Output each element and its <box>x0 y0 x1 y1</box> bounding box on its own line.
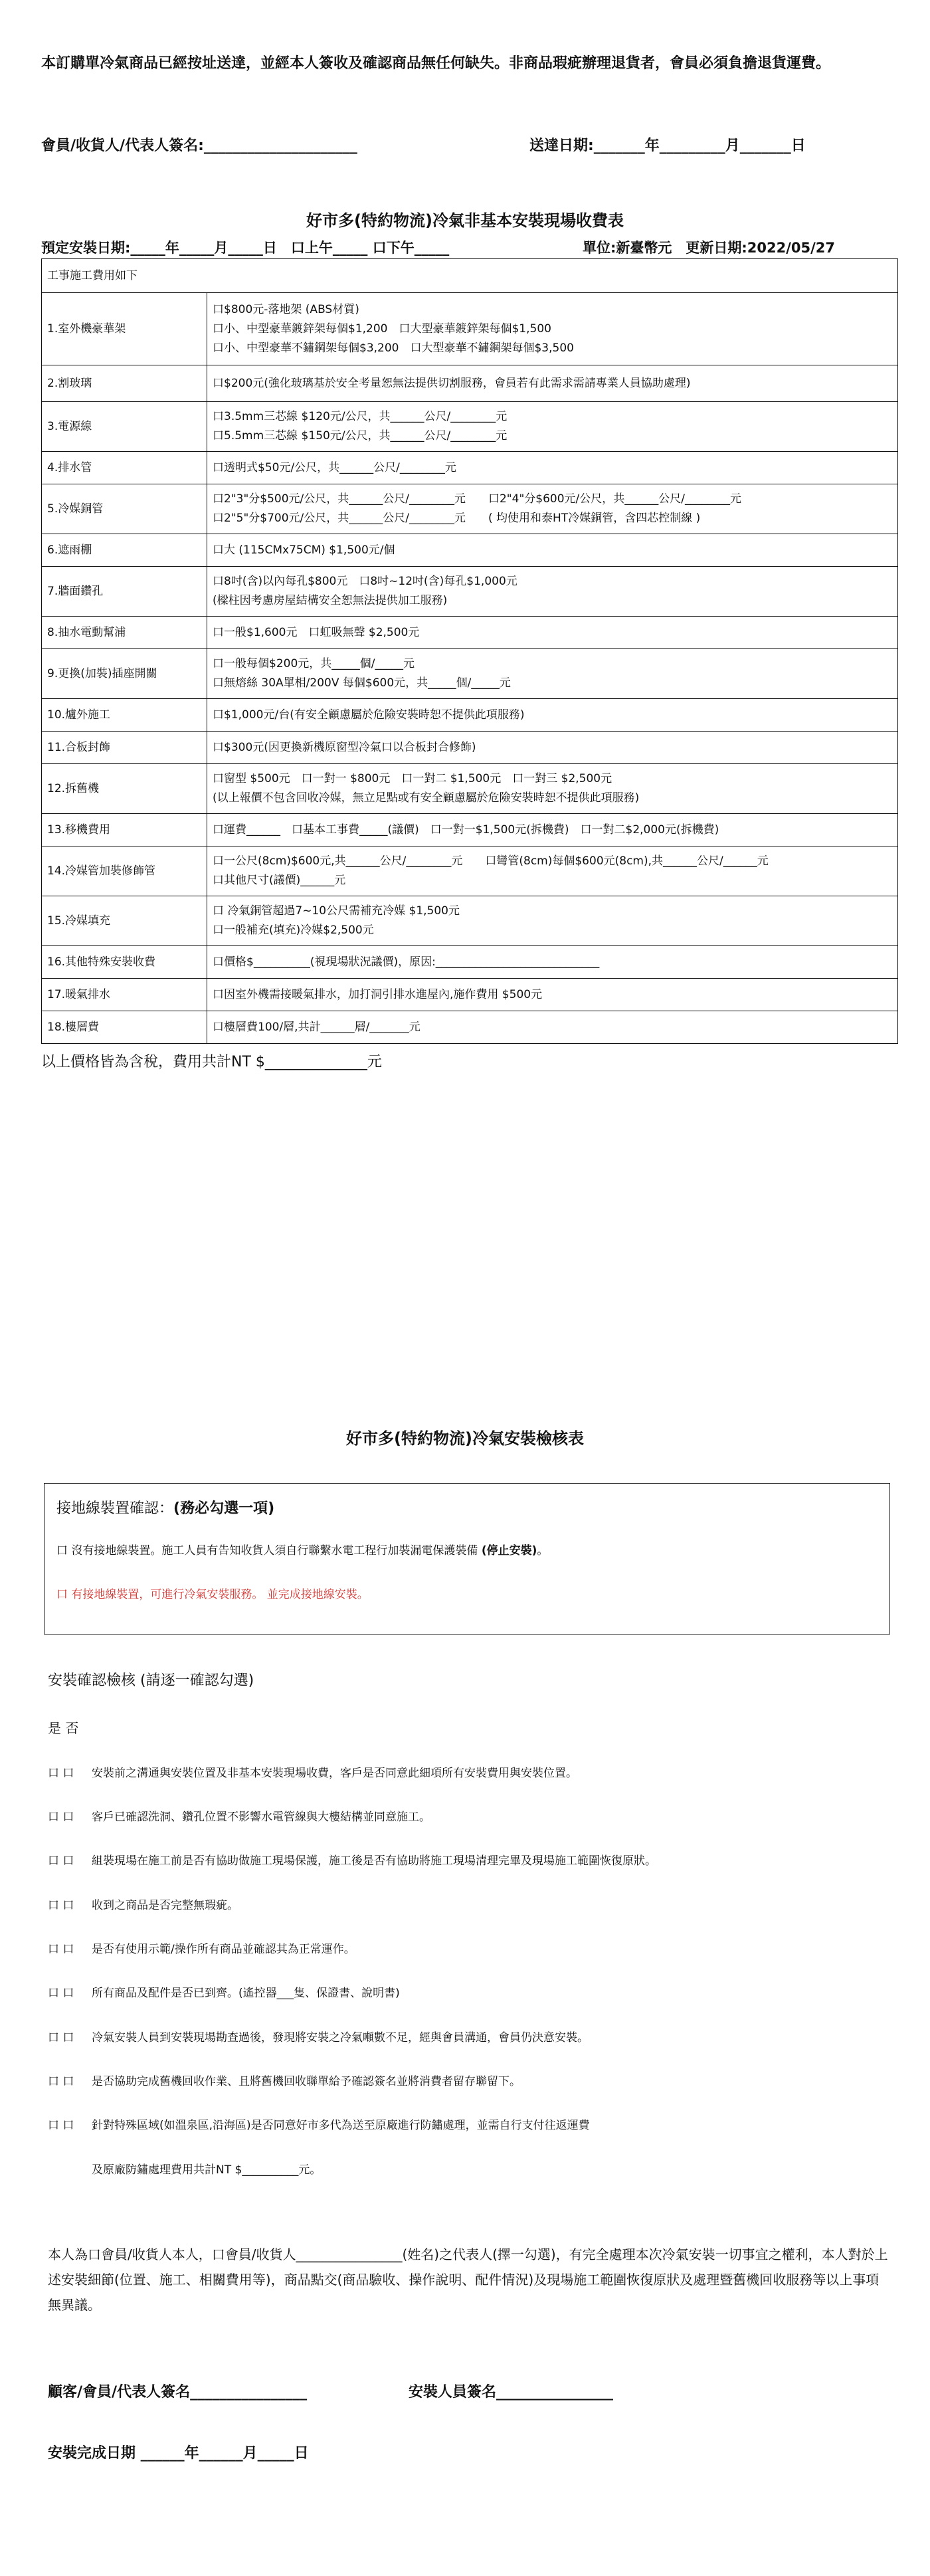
yes-no-header: 是 否 <box>48 1720 79 1736</box>
fee-item-detail <box>207 699 898 732</box>
fee-row <box>42 946 898 979</box>
checklist-item <box>48 1896 238 1912</box>
checklist-title: 安裝確認檢核 (請逐一確認勾選) <box>48 1672 254 1689</box>
yes-no-checkboxes[interactable]: 口 口 <box>48 2075 74 2088</box>
fee-row <box>42 617 898 649</box>
checklist-item <box>48 1851 656 1868</box>
fee-item-detail <box>207 764 898 814</box>
checklist-item-text: 針對特殊區域(如溫泉區,沿海區)是否同意好市多代為送至原廠進行防鏽處理，並需自行支付往返運費 <box>92 2119 590 2132</box>
ground-option-none-label: 口 沒有接地線裝置。施工人員有告知收貨人須自行聯繫水電工程行加裝漏電保護裝備 <box>56 1544 482 1557</box>
fee-option-line[interactable]: 口小、中型豪華不鏽鋼架每個$3,200 口大型豪華不鏽鋼架每個$3,500 <box>213 341 574 355</box>
fee-item-detail <box>207 484 898 534</box>
fee-option-line[interactable]: 口一般每個$200元，共_____個/_____元 <box>213 657 415 670</box>
checklist-item <box>48 1983 400 2000</box>
fee-row <box>42 846 898 896</box>
fee-option-line[interactable]: 口一般補充(填充)冷媒$2,500元 <box>213 924 374 937</box>
fee-item-name: 7.牆面鑽孔 <box>42 567 207 617</box>
checklist-item-text: 組裝現場在施工前是否有協助做施工現場保護，施工後是否有協助將施工現場清理完畢及現場施工範圍恢復原狀。 <box>92 1854 656 1868</box>
fee-item-name: 17.暖氣排水 <box>42 979 207 1011</box>
fee-table <box>41 258 898 1044</box>
fee-row <box>42 896 898 946</box>
ground-wire-title <box>56 1497 274 1518</box>
fee-item-name: 2.割玻璃 <box>42 365 207 402</box>
fee-option-line[interactable]: 口$300元(因更換新機原窗型冷氣口以合板封合修飾) <box>213 740 476 754</box>
fee-row <box>42 567 898 617</box>
fee-row <box>42 699 898 732</box>
fee-option-line[interactable]: 口8吋(含)以內每孔$800元 口8吋~12吋(含)每孔$1,000元 <box>213 575 517 588</box>
fee-item-name: 15.冷媒填充 <box>42 896 207 946</box>
yes-no-checkboxes[interactable]: 口 口 <box>48 1943 74 1956</box>
yes-no-checkboxes[interactable]: 口 口 <box>48 1854 74 1868</box>
fee-option-line[interactable]: 口5.5mm三芯線 $150元/公尺，共______公尺/________元 <box>213 429 508 443</box>
install-complete-date-field[interactable]: 安裝完成日期 ______年______月_____日 <box>48 2445 309 2462</box>
fee-item-detail <box>207 534 898 567</box>
fee-option-line[interactable]: 口價格$__________(視現場狀況議價)，原因:_____________________________ <box>213 955 600 969</box>
fee-option-line[interactable]: 口窗型 $500元 口一對一 $800元 口一對二 $1,500元 口一對三 $2,500元 <box>213 772 612 785</box>
fee-option-line[interactable]: 口大 (115CMx75CM) $1,500元/個 <box>213 543 395 557</box>
fee-row <box>42 293 898 365</box>
delivery-notice: 本訂購單冷氣商品已經按址送達，並經本人簽收及確認商品無任何缺失。非商品瑕疵辦理退貨者，會員必須負擔退貨運費。 <box>41 55 831 72</box>
fee-option-line[interactable]: 口運費______ 口基本工事費_____(議價) 口一對一$1,500元(拆機費) 口一對二$2,000元(拆機費) <box>213 823 719 837</box>
fee-item-detail <box>207 649 898 699</box>
fee-option-line[interactable]: 口2"3"分$500元/公尺，共______公尺/________元 口2"4"分$600元/公尺，共______公尺/________元 <box>213 492 741 506</box>
fee-row <box>42 365 898 402</box>
fee-row <box>42 484 898 534</box>
fee-table-title: 好市多(特約物流)冷氣非基本安裝現場收費表 <box>306 211 624 230</box>
fee-item-name: 13.移機費用 <box>42 814 207 846</box>
fee-option-line[interactable]: 口其他尺寸(議價)______元 <box>213 874 346 887</box>
ground-option-none[interactable] <box>56 1541 548 1557</box>
fee-item-detail <box>207 732 898 764</box>
fee-item-name: 3.電源線 <box>42 402 207 452</box>
fee-item-name: 14.冷媒管加裝修飾管 <box>42 846 207 896</box>
yes-no-checkboxes[interactable]: 口 口 <box>48 1811 74 1824</box>
checklist-item <box>48 2028 589 2044</box>
fee-item-detail <box>207 293 898 365</box>
fee-item-name: 1.室外機豪華架 <box>42 293 207 365</box>
yes-no-checkboxes[interactable]: 口 口 <box>48 2119 74 2132</box>
fee-item-name: 9.更換(加裝)插座開關 <box>42 649 207 699</box>
fee-table-subheader <box>41 237 905 257</box>
fee-item-detail <box>207 814 898 846</box>
fee-item-detail <box>207 896 898 946</box>
fee-item-detail <box>207 567 898 617</box>
checklist-item-continuation[interactable]: 及原廠防鏽處理費用共計NT $__________元。 <box>92 2163 322 2177</box>
checklist-item-text: 是否協助完成舊機回收作業、且將舊機回收聯單給予確認簽名並將消費者留存聯留下。 <box>92 2075 521 2088</box>
checklist-item <box>48 1763 577 1780</box>
fee-row <box>42 814 898 846</box>
fee-item-detail <box>207 365 898 402</box>
fee-row <box>42 649 898 699</box>
fee-item-name: 11.合板封飾 <box>42 732 207 764</box>
fee-option-line[interactable]: 口$200元(強化玻璃基於安全考量恕無法提供切割服務，會員若有此需求需請專業人員協助處理) <box>213 376 691 390</box>
check-form-title: 好市多(特約物流)冷氣安裝檢核表 <box>346 1429 584 1448</box>
ground-wire-title-label: 接地線裝置確認： <box>56 1500 174 1517</box>
fee-option-line[interactable]: 口一般$1,600元 口虹吸無聲 $2,500元 <box>213 625 420 639</box>
installer-signature-field[interactable]: 安裝人員簽名________________ <box>409 2384 614 2401</box>
checklist-item <box>48 2116 590 2132</box>
fee-option-line[interactable]: (以上報價不包含回收冷媒，無立足點或有安全顧慮屬於危險安裝時恕不提供此項服務) <box>213 791 640 805</box>
fee-item-detail <box>207 402 898 452</box>
fee-item-name: 6.遮雨棚 <box>42 534 207 567</box>
fee-item-name: 12.拆舊機 <box>42 764 207 814</box>
checklist-item <box>48 2072 521 2088</box>
checklist-item-text: 所有商品及配件是否已到齊。(遙控器___隻、保證書、說明書) <box>92 1987 400 2000</box>
checklist-item <box>48 1939 355 1956</box>
fee-option-line[interactable]: 口$800元-落地架 (ABS材質) <box>213 302 359 316</box>
fee-row <box>42 534 898 567</box>
fee-row <box>42 402 898 452</box>
checklist-item <box>48 1807 430 1824</box>
unit-updated-date: 單位:新臺幣元 更新日期:2022/05/27 <box>583 240 836 256</box>
fee-item-name: 8.抽水電動幫浦 <box>42 617 207 649</box>
yes-no-checkboxes[interactable]: 口 口 <box>48 1987 74 2000</box>
fee-option-line[interactable]: 口3.5mm三芯線 $120元/公尺，共______公尺/________元 <box>213 410 508 423</box>
fee-option-line[interactable]: 口因室外機需接暖氣排水，加打洞引排水進屋內,施作費用 $500元 <box>213 987 543 1001</box>
fee-table-header: 工事施工費用如下 <box>42 259 898 293</box>
fee-table-header-row <box>42 259 898 293</box>
fee-option-line[interactable]: 口小、中型豪華鍍鋅架每個$1,200 口大型豪華鍍鋅架每個$1,500 <box>213 322 551 336</box>
stop-install-note: (停止安裝) <box>481 1544 537 1557</box>
fee-option-line[interactable]: 口$1,000元/台(有安全顧慮屬於危險安裝時恕不提供此項服務) <box>213 708 525 722</box>
fee-item-detail <box>207 617 898 649</box>
fee-item-detail <box>207 979 898 1011</box>
fee-row <box>42 979 898 1011</box>
scheduled-date-field[interactable]: 預定安裝日期:_____年_____月_____日 口上午_____ 口下午_____ <box>41 240 450 256</box>
member-signature-field[interactable]: 會員/收貨人/代表人簽名:_____________________ <box>41 138 357 154</box>
checklist-item-text: 冷氣安裝人員到安裝現場勘查過後，發現將安裝之冷氣噸數不足，經與會員溝通，會員仍決意安裝。 <box>92 2031 589 2044</box>
fee-item-name: 18.樓層費 <box>42 1011 207 1044</box>
fee-item-detail <box>207 946 898 979</box>
checklist-item-text: 收到之商品是否完整無瑕疵。 <box>92 1899 238 1912</box>
ground-wire-required-note: (務必勾選一項) <box>173 1500 275 1517</box>
yes-no-checkboxes[interactable]: 口 口 <box>48 1899 74 1912</box>
fee-item-detail <box>207 1011 898 1044</box>
fee-row <box>42 1011 898 1044</box>
fee-option-line[interactable]: 口透明式$50元/公尺，共______公尺/________元 <box>213 460 456 474</box>
ground-wire-box <box>44 1483 890 1635</box>
fee-option-line[interactable]: 口一公尺(8cm)$600元,共______公尺/________元 口彎管(8cm)每個$600元(8cm),共______公尺/______元 <box>213 854 769 868</box>
fee-option-line[interactable]: 口無熔絲 30A單相/200V 每個$600元，共_____個/_____元 <box>213 676 511 690</box>
customer-signature-field[interactable]: 顧客/會員/代表人簽名________________ <box>48 2384 308 2401</box>
fee-total-line[interactable]: 以上價格皆為含稅，費用共計NT $______________元 <box>41 1054 382 1070</box>
fee-row <box>42 732 898 764</box>
ground-option-none-end: 。 <box>537 1544 549 1557</box>
fee-option-line[interactable]: 口2"5"分$700元/公尺，共______公尺/________元 ( 均使用和泰HT冷媒銅管，含四芯控制線 ) <box>213 512 701 525</box>
representative-statement: 本人為口會員/收貨人本人，口會員/收貨人________________(姓名)之代表人(擇一勾選)，有完全處理本次冷氣安裝一切事宜之權利，本人對於上述安裝細節(位置、施工、相關費用等)，商品點交(商品驗收、操作說明、配件情況)及現場施工範圍恢復原狀及處理暨舊機回收服務等以上事項無異議。 <box>48 2246 888 2313</box>
fee-option-line[interactable]: 口樓層費100/層,共計______層/_______元 <box>213 1020 420 1034</box>
fee-row <box>42 764 898 814</box>
member-signature-line <box>41 134 891 155</box>
fee-row <box>42 452 898 484</box>
fee-item-name: 5.冷媒銅管 <box>42 484 207 534</box>
checklist-item-text: 安裝前之溝通與安裝位置及非基本安裝現場收費，客戶是否同意此細項所有安裝費用與安裝位置。 <box>92 1767 577 1780</box>
fee-item-name: 16.其他特殊安裝收費 <box>42 946 207 979</box>
delivery-date-field[interactable]: 送達日期:_______年_________月_______日 <box>529 138 806 154</box>
fee-option-line[interactable]: (樑柱因考慮房屋結構安全恕無法提供加工服務) <box>213 594 448 607</box>
fee-item-name: 4.排水管 <box>42 452 207 484</box>
fee-item-detail <box>207 846 898 896</box>
yes-no-checkboxes[interactable]: 口 口 <box>48 2031 74 2044</box>
yes-no-checkboxes[interactable]: 口 口 <box>48 1767 74 1780</box>
checklist-item-text: 是否有使用示範/操作所有商品並確認其為正常運作。 <box>92 1943 355 1956</box>
ground-option-present[interactable]: 口 有接地線裝置，可進行冷氣安裝服務。 並完成接地線安裝。 <box>56 1588 369 1601</box>
fee-item-detail <box>207 452 898 484</box>
fee-option-line[interactable]: 口 冷氣銅管超過7~10公尺需補充冷媒 $1,500元 <box>213 904 460 918</box>
checklist-item-text: 客戶已確認洗洞、鑽孔位置不影響水電管線與大樓結構並同意施工。 <box>92 1811 430 1824</box>
fee-item-name: 10.爐外施工 <box>42 699 207 732</box>
